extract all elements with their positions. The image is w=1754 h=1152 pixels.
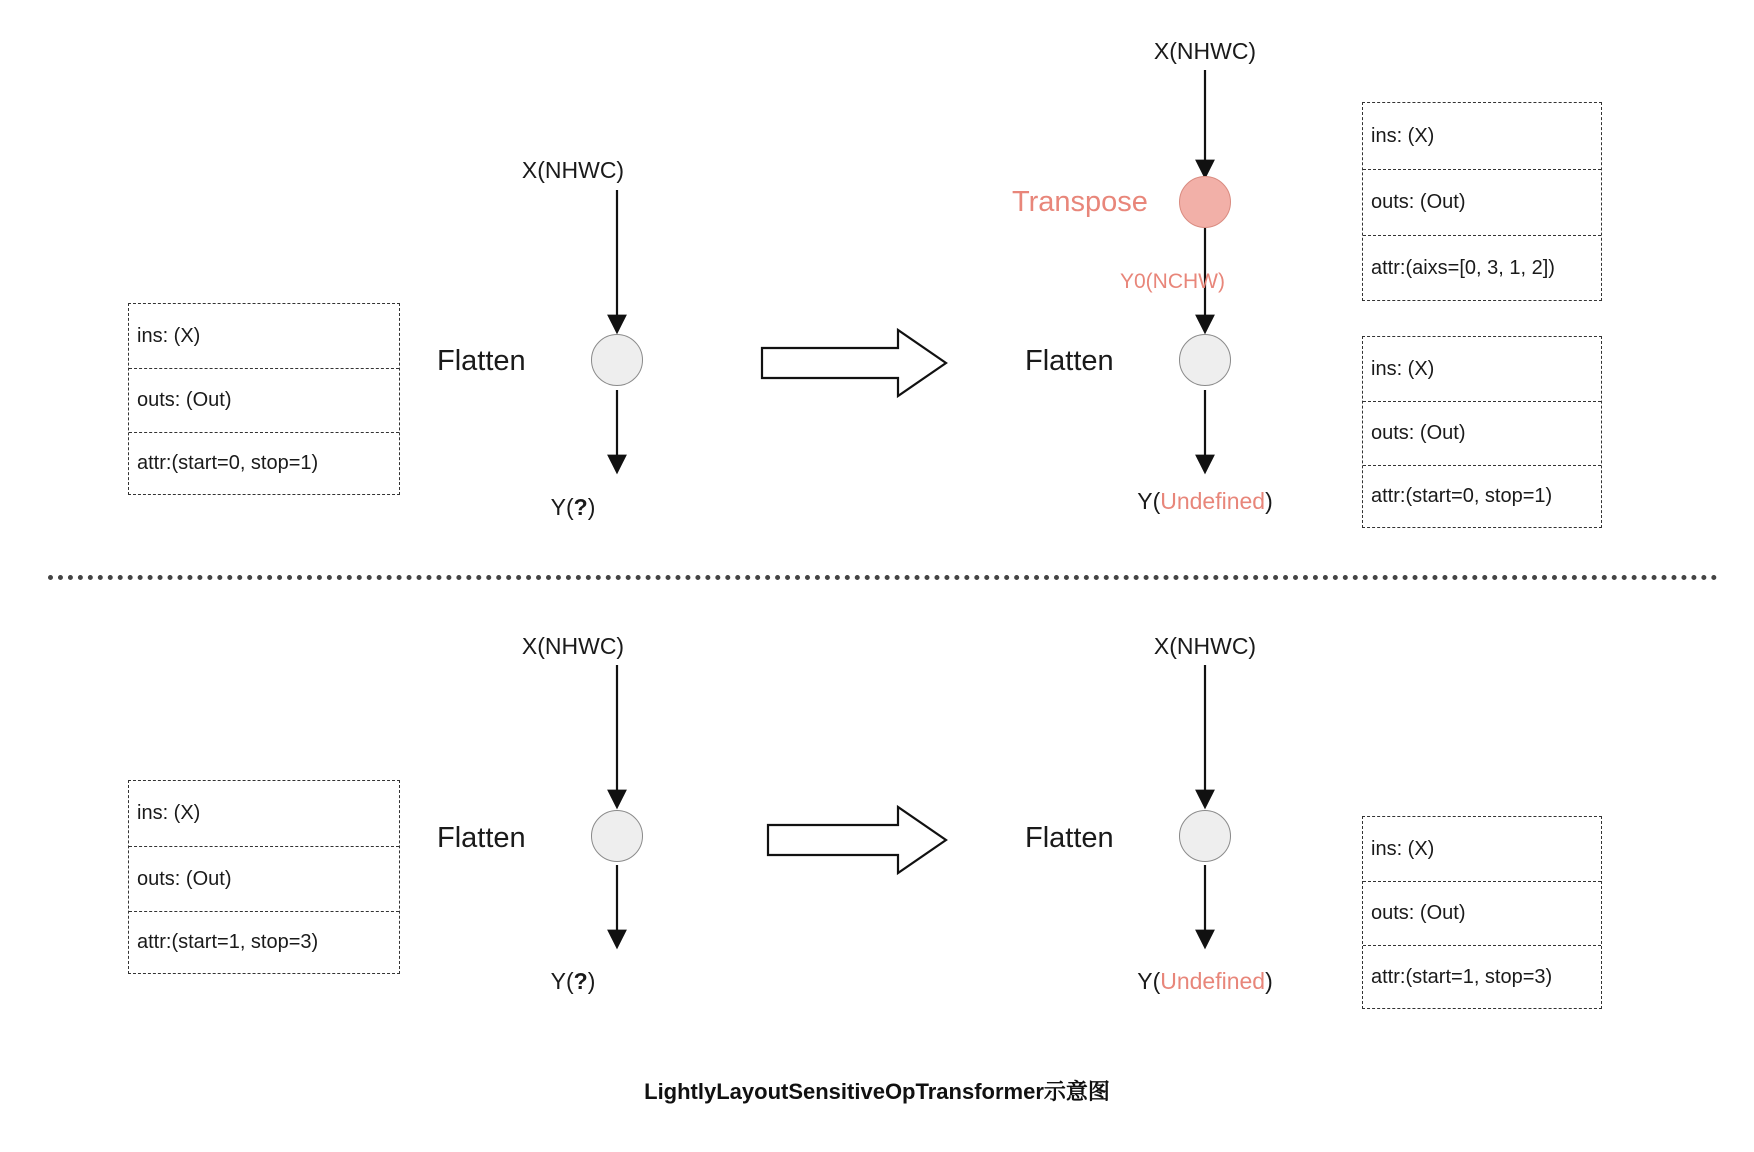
bottom-right-output-suffix: ): [1265, 968, 1273, 994]
top-right-flatten-node: [1179, 334, 1231, 386]
top-right-input-label: X(NHWC): [1153, 38, 1257, 64]
bottom-right-output-label: [1137, 968, 1273, 995]
top-left-output-value: ?: [573, 494, 588, 520]
attr-row-ins: ins: (X): [1371, 124, 1435, 147]
attr-row-ins: ins: (X): [137, 802, 201, 824]
top-left-output-prefix: Y(: [550, 494, 574, 520]
bottom-right-output-prefix: Y(: [1137, 968, 1161, 994]
attr-row-attr: attr:(start=0, stop=1): [129, 432, 399, 494]
attr-row-ins: ins: (X): [1371, 357, 1435, 380]
bottom-left-flatten-node: [591, 810, 643, 862]
top-left-output-label: [551, 494, 596, 521]
diagram-caption: LightlyLayoutSensitiveOpTransformer示意图: [644, 1079, 1110, 1104]
top-right-edge-label: Y0(NCHW): [1120, 270, 1225, 293]
attr-row-ins: ins: (X): [137, 324, 201, 347]
top-right-output-label: [1137, 488, 1273, 515]
bottom-right-input-label: X(NHWC): [1153, 633, 1257, 659]
top-left-output-suffix: ): [587, 494, 596, 520]
attr-row-outs: outs: (Out): [129, 368, 399, 432]
attr-row-ins: ins: (X): [1371, 837, 1435, 860]
bottom-left-output-label: [551, 968, 596, 995]
top-right-output-prefix: Y(: [1137, 488, 1161, 514]
attr-box-bottom-left: [128, 780, 400, 974]
attr-row-outs: outs: (Out): [1363, 881, 1601, 945]
attr-box-bottom-right: [1362, 816, 1602, 1009]
top-right-node-label: Flatten: [1025, 345, 1114, 377]
attr-box-top-left: [128, 303, 400, 495]
bottom-left-node-label: Flatten: [437, 822, 526, 854]
top-right-transpose-label: Transpose: [1012, 186, 1148, 218]
top-left-node-label: Flatten: [437, 345, 526, 377]
attr-box-top-right-flatten: [1362, 336, 1602, 528]
attr-row-outs: outs: (Out): [1363, 169, 1601, 235]
top-right-output-value: Undefined: [1160, 488, 1266, 514]
attr-row-attr: attr:(start=0, stop=1): [1363, 465, 1601, 527]
bottom-left-output-prefix: Y(: [550, 968, 574, 994]
bottom-left-output-suffix: ): [587, 968, 596, 994]
bottom-right-node-label: Flatten: [1025, 822, 1114, 854]
top-left-flatten-node: [591, 334, 643, 386]
attr-row-attr: attr:(aixs=[0, 3, 1, 2]): [1363, 235, 1601, 300]
attr-row-attr: attr:(start=1, stop=3): [129, 911, 399, 973]
top-right-output-suffix: ): [1265, 488, 1273, 514]
attr-row-attr: attr:(start=1, stop=3): [1363, 945, 1601, 1008]
top-right-transpose-node: [1179, 176, 1231, 228]
bottom-right-flatten-node: [1179, 810, 1231, 862]
top-left-input-label: X(NHWC): [521, 157, 625, 183]
bottom-right-output-value: Undefined: [1160, 968, 1266, 994]
attr-box-top-right-transpose: [1362, 102, 1602, 301]
bottom-left-input-label: X(NHWC): [521, 633, 625, 659]
attr-row-outs: outs: (Out): [1363, 401, 1601, 465]
attr-row-outs: outs: (Out): [129, 846, 399, 911]
section-divider: [48, 575, 1718, 580]
bottom-left-output-value: ?: [573, 968, 588, 994]
